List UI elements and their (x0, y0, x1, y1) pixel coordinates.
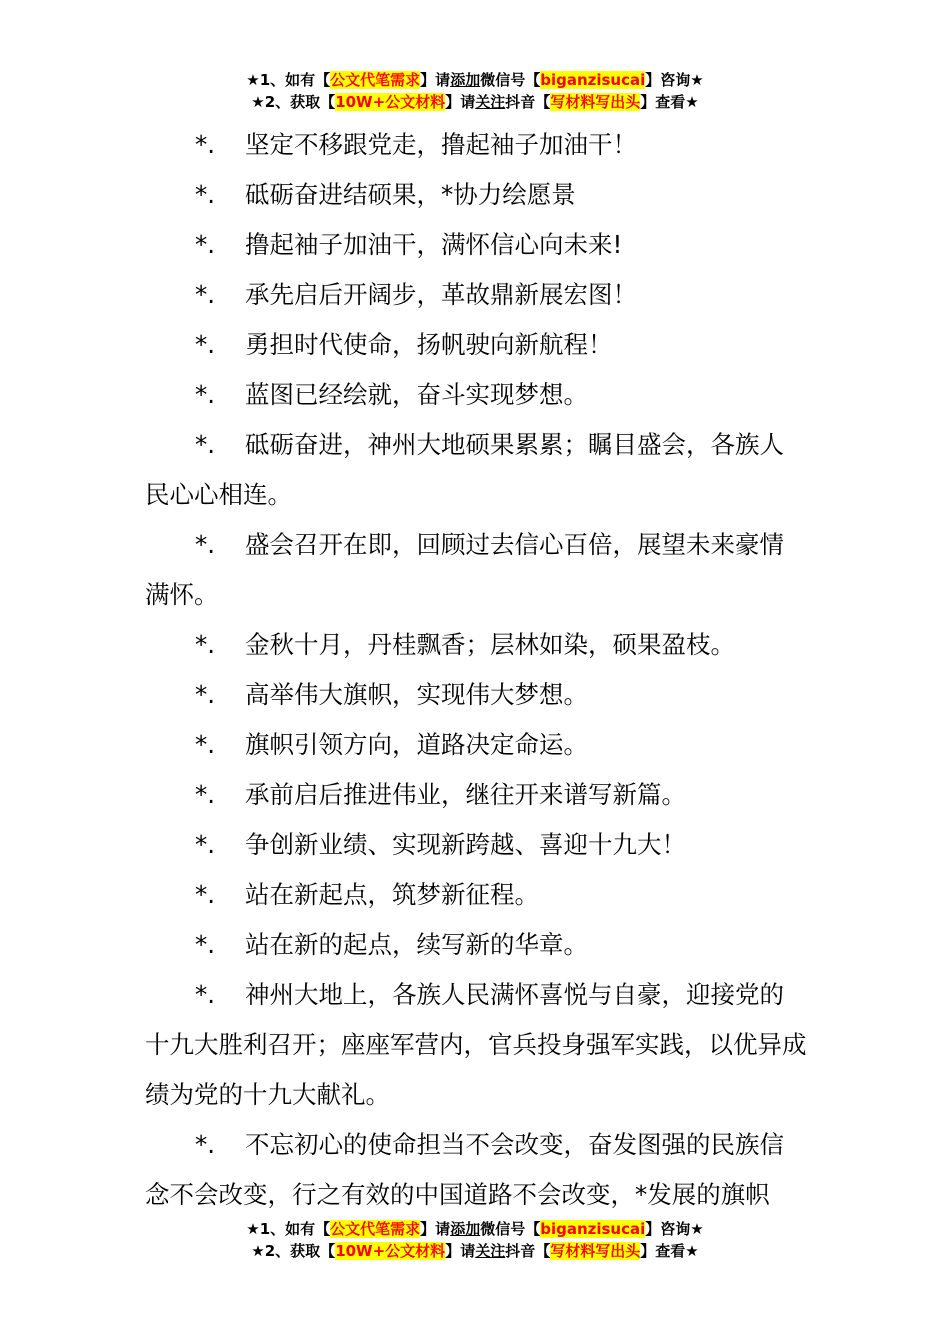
list-marker: *. (195, 130, 216, 159)
list-marker: *. (195, 930, 216, 959)
paragraph (145, 720, 807, 770)
paragraph (145, 120, 807, 170)
paragraph-text: 勇担时代使命，扬帆驶向新航程！ (245, 330, 613, 359)
banner-text: 微信号【 (480, 1220, 541, 1238)
banner-text: ★2、获取【 (251, 93, 336, 111)
list-marker: *. (195, 330, 216, 359)
list-marker: *. (195, 730, 216, 759)
paragraph-text: 承前启后推进伟业，继往开来谱写新篇。 (245, 780, 686, 809)
paragraph-text: 旗帜引领方向，道路决定命运。 (245, 730, 588, 759)
paragraph-text: 站在新起点，筑梦新征程。 (245, 880, 539, 909)
banner-text: 】请 (445, 93, 476, 111)
paragraph (145, 920, 807, 970)
footer-banner (0, 1218, 950, 1262)
banner-underlined-text: 添加 (450, 71, 481, 89)
highlight-douyin-account: 写材料写出头 (550, 93, 641, 111)
banner-text: 】查看★ (640, 1242, 699, 1260)
highlight-service: 公文代笔需求 (330, 71, 421, 89)
paragraph (145, 1120, 807, 1220)
list-marker: *. (195, 430, 216, 459)
banner-underlined-text: 添加 (450, 1220, 481, 1238)
banner-text: ★1、如有【 (246, 1220, 331, 1238)
banner-text: 】请 (420, 1220, 451, 1238)
banner-text: 】查看★ (640, 93, 699, 111)
highlight-materials: 10W+公文材料 (335, 1242, 446, 1260)
highlight-materials: 10W+公文材料 (335, 93, 446, 111)
banner-text: 】请 (445, 1242, 476, 1260)
list-marker: *. (195, 180, 216, 209)
paragraph-text: 站在新的起点，续写新的华章。 (245, 930, 588, 959)
list-marker: *. (195, 280, 216, 309)
list-marker: *. (195, 230, 216, 259)
banner-line-1 (0, 69, 950, 91)
banner-line-2 (0, 1240, 950, 1262)
banner-text: 】咨询★ (645, 1220, 704, 1238)
paragraph-text: 承先启后开阔步，革故鼎新展宏图！ (245, 280, 637, 309)
highlight-wechat-id: biganzisucai (540, 1220, 646, 1238)
banner-text: 微信号【 (480, 71, 541, 89)
banner-underlined-text: 关注 (475, 93, 506, 111)
paragraph (145, 770, 807, 820)
paragraph-text: 蓝图已经绘就，奋斗实现梦想。 (245, 380, 588, 409)
list-marker: *. (195, 530, 216, 559)
banner-text: 】咨询★ (645, 71, 704, 89)
banner-text: ★2、获取【 (251, 1242, 336, 1260)
paragraph (145, 970, 807, 1120)
header-banner (0, 69, 950, 113)
paragraph-text: 砥砺奋进结硕果，*协力绘愿景 (245, 180, 576, 209)
paragraph-text: 争创新业绩、实现新跨越、喜迎十九大！ (245, 830, 686, 859)
paragraph-text: 金秋十月，丹桂飘香；层林如染，硕果盈枝。 (245, 630, 735, 659)
paragraph-text: 撸起袖子加油干，满怀信心向未来! (245, 230, 623, 259)
paragraph (145, 420, 807, 520)
banner-text: 抖音【 (505, 93, 551, 111)
banner-line-2 (0, 91, 950, 113)
banner-text: ★1、如有【 (246, 71, 331, 89)
paragraph-text: 神州大地上，各族人民满怀喜悦与自豪，迎接党的十九大胜利召开；座座军营内，官兵投身强军实践，以优异成绩为党的十九大献礼。 (145, 980, 807, 1109)
list-marker: *. (195, 680, 216, 709)
paragraph (145, 170, 807, 220)
list-marker: *. (195, 780, 216, 809)
list-marker: *. (195, 1130, 216, 1159)
banner-text: 抖音【 (505, 1242, 551, 1260)
paragraph-text: 不忘初心的使命担当不会改变，奋发图强的民族信念不会改变，行之有效的中国道路不会改变，*发展的旗帜 (145, 1130, 784, 1209)
paragraph-text: 坚定不移跟党走，撸起袖子加油干！ (245, 130, 637, 159)
document-body (145, 120, 807, 1220)
list-marker: *. (195, 880, 216, 909)
paragraph (145, 520, 807, 620)
paragraph-text: 盛会召开在即，回顾过去信心百倍，展望未来豪情满怀。 (145, 530, 784, 609)
paragraph (145, 370, 807, 420)
banner-text: 】请 (420, 71, 451, 89)
paragraph (145, 670, 807, 720)
list-marker: *. (195, 380, 216, 409)
banner-line-1 (0, 1218, 950, 1240)
paragraph (145, 220, 807, 270)
paragraph (145, 270, 807, 320)
banner-underlined-text: 关注 (475, 1242, 506, 1260)
highlight-wechat-id: biganzisucai (540, 71, 646, 89)
paragraph-text: 砥砺奋进，神州大地硕果累累；瞩目盛会，各族人民心心相连。 (145, 430, 784, 509)
paragraph (145, 870, 807, 920)
highlight-douyin-account: 写材料写出头 (550, 1242, 641, 1260)
paragraph (145, 320, 807, 370)
paragraph-text: 高举伟大旗帜，实现伟大梦想。 (245, 680, 588, 709)
list-marker: *. (195, 830, 216, 859)
list-marker: *. (195, 630, 216, 659)
list-marker: *. (195, 980, 216, 1009)
highlight-service: 公文代笔需求 (330, 1220, 421, 1238)
paragraph (145, 820, 807, 870)
paragraph (145, 620, 807, 670)
